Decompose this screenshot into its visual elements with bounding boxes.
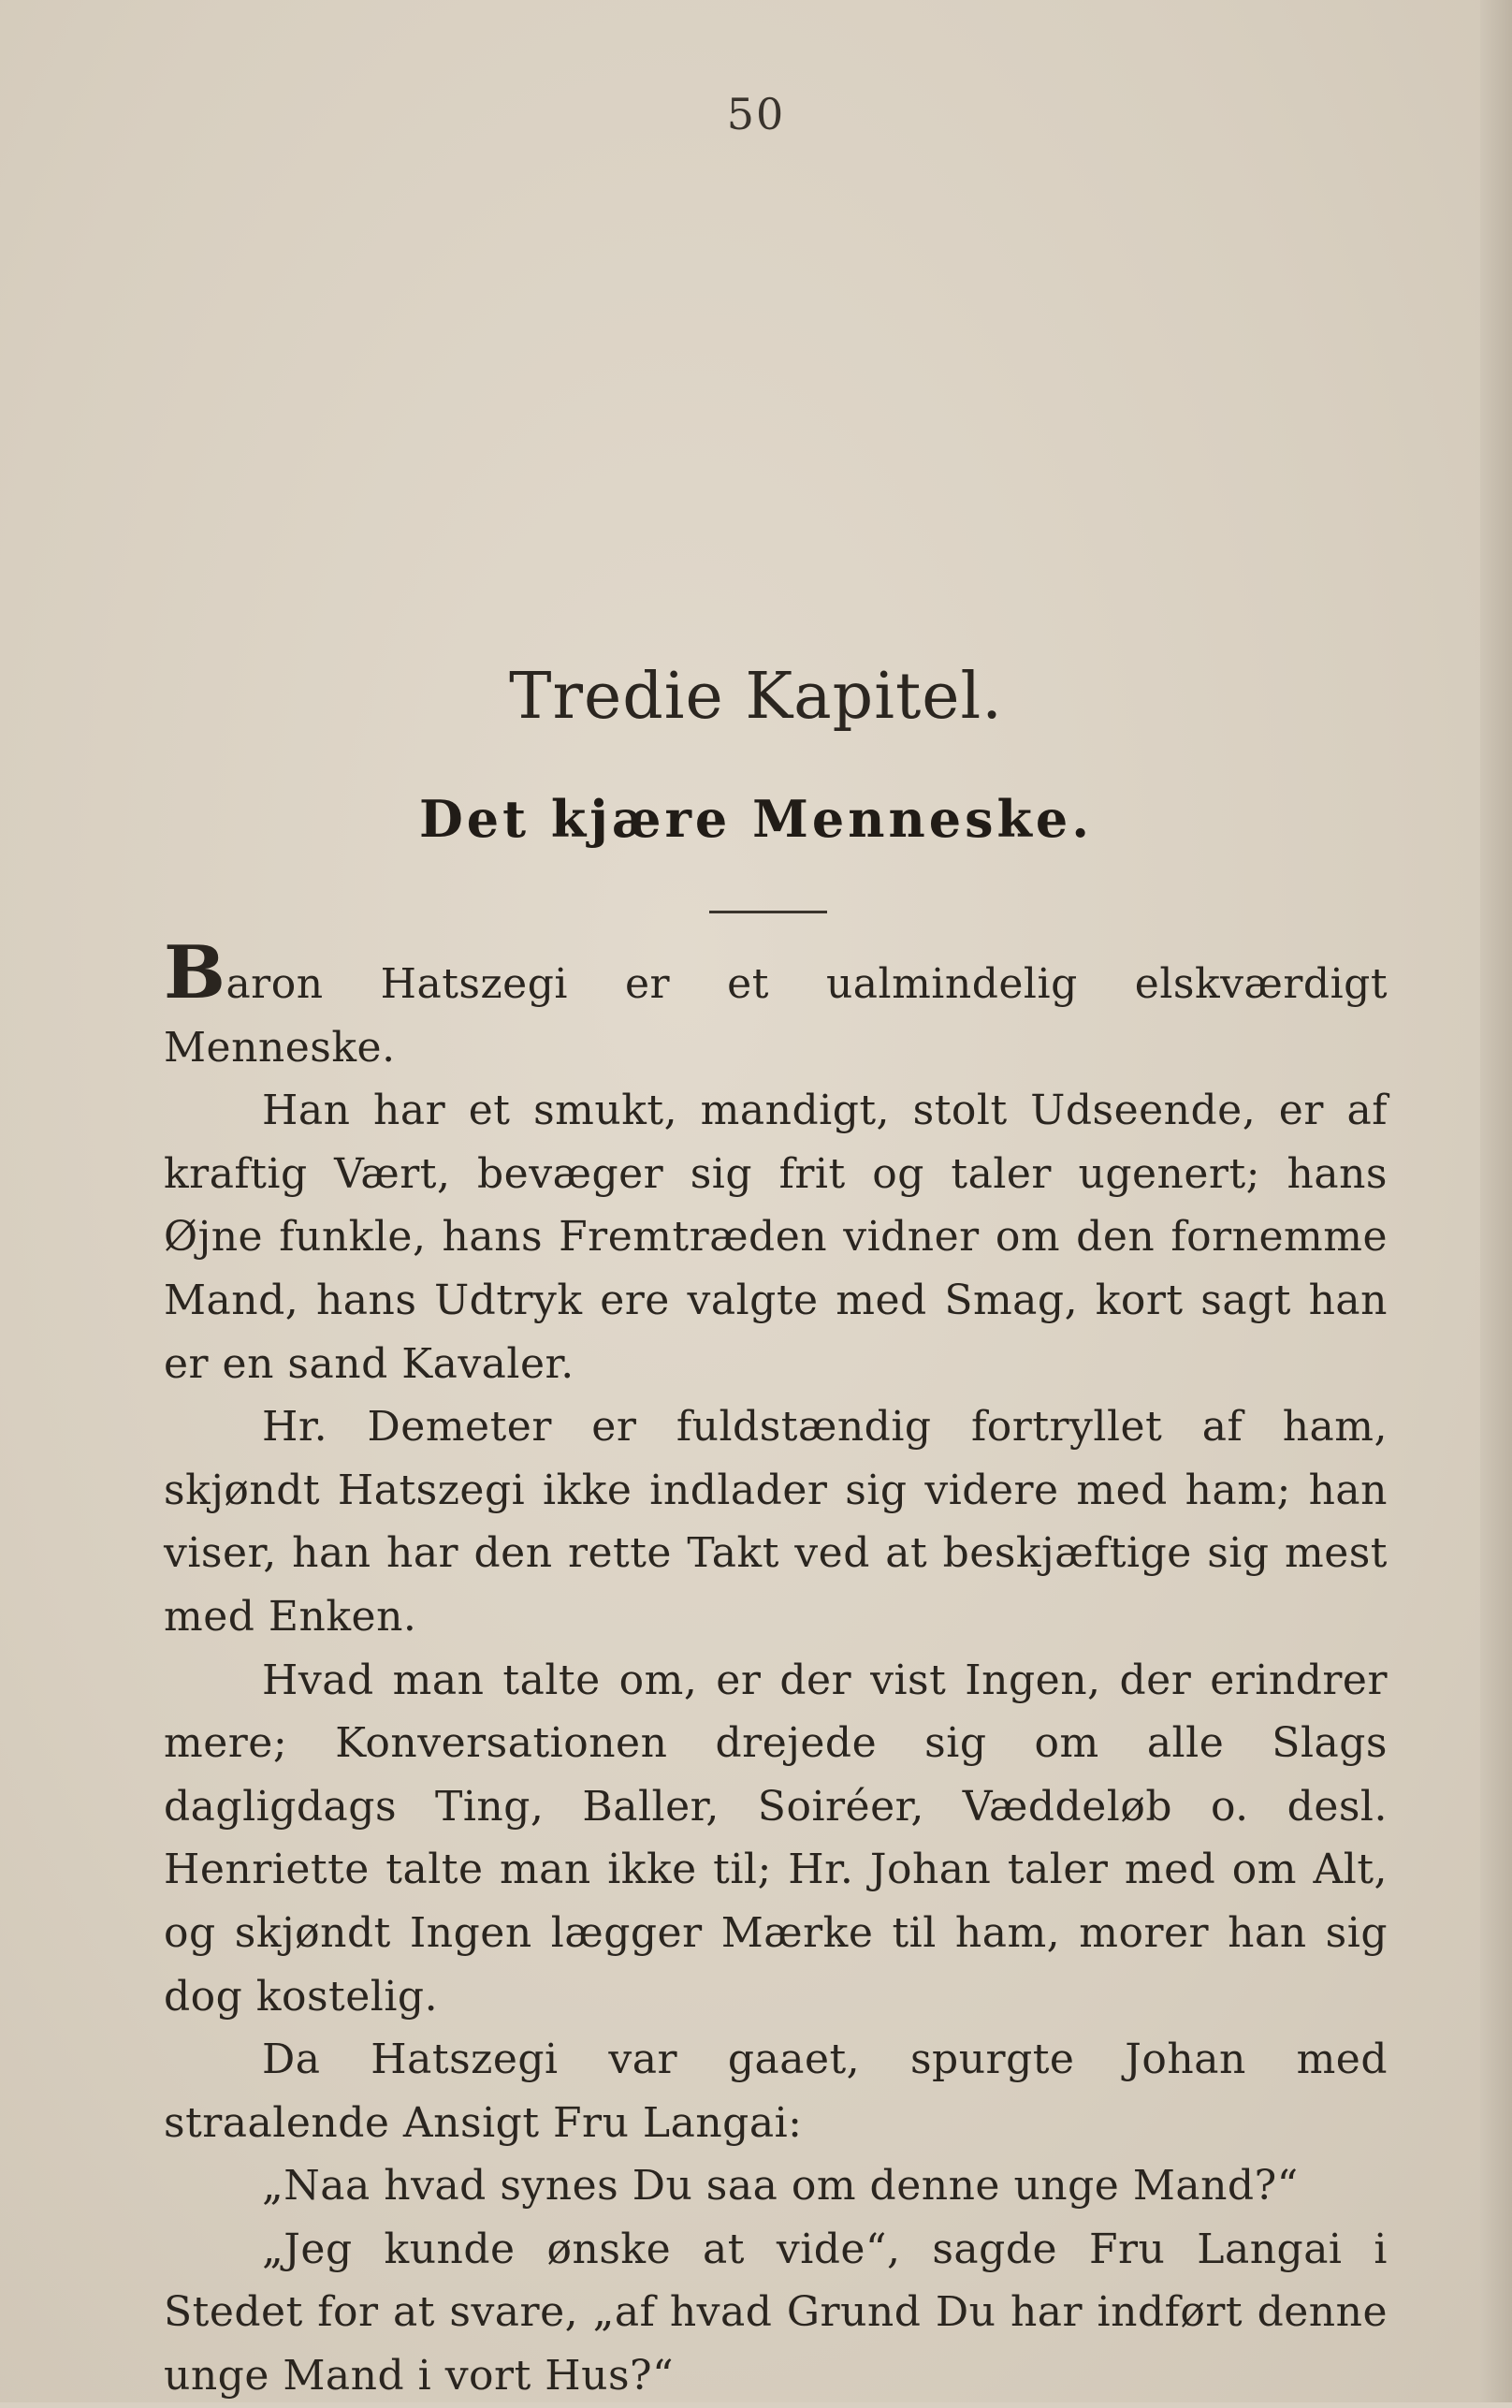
chapter-subtitle: Det kjære Menneske.	[418, 789, 1094, 849]
chapter-title: Tredie Kapitel.	[509, 660, 1003, 734]
paragraph: Da Hatszegi var gaaet, spurgte Johan med straalende Ansigt Fru Langai:	[164, 2036, 1388, 2147]
paragraph-text: aron Hatszegi er et ualmindelig elskværdigt Menneske.	[164, 960, 1388, 1072]
page-spine-shadow	[1480, 0, 1512, 2402]
page-number: 50	[726, 89, 786, 139]
paragraph: Hr. Demeter er fuldstændig fortryllet af ham, skjøndt Hatszegi ikke indlader sig videre med ham; han viser, han har den rette Takt ved at beskjæftige sig mest med Enken.	[164, 1403, 1388, 1641]
chapter-body	[164, 930, 1388, 2408]
paragraph	[164, 930, 1388, 1079]
paragraph: „Jeg kunde ønske at vide“, sagde Fru Langai i Stedet for at svare, „af hvad Grund Du har indført denne unge Mand i vort Hus?“	[164, 2225, 1388, 2401]
paragraph: Han har et smukt, mandigt, stolt Udseende, er af kraftig Vært, bevæger sig frit og taler ugenert; hans Øjne funkle, hans Fremtræden vidner om den fornemme Mand, hans Udtryk ere valgte med Smag, kort sagt han er en sand Kavaler.	[164, 1087, 1388, 1388]
section-divider	[709, 911, 827, 913]
paragraph: Hvad man talte om, er der vist Ingen, der erindrer mere; Konversationen drejede sig om alle Slags dagligdags Ting, Baller, Soiréer, Væddeløb o. desl. Henriette talte man ikke til; Hr. Johan taler med om Alt, og skjøndt Ingen lægger Mærke til ham, morer han sig dog kostelig.	[164, 1656, 1388, 2021]
paragraph: „Naa hvad synes Du saa om denne unge Mand?“	[262, 2162, 1299, 2211]
drop-cap: B	[164, 930, 226, 1015]
